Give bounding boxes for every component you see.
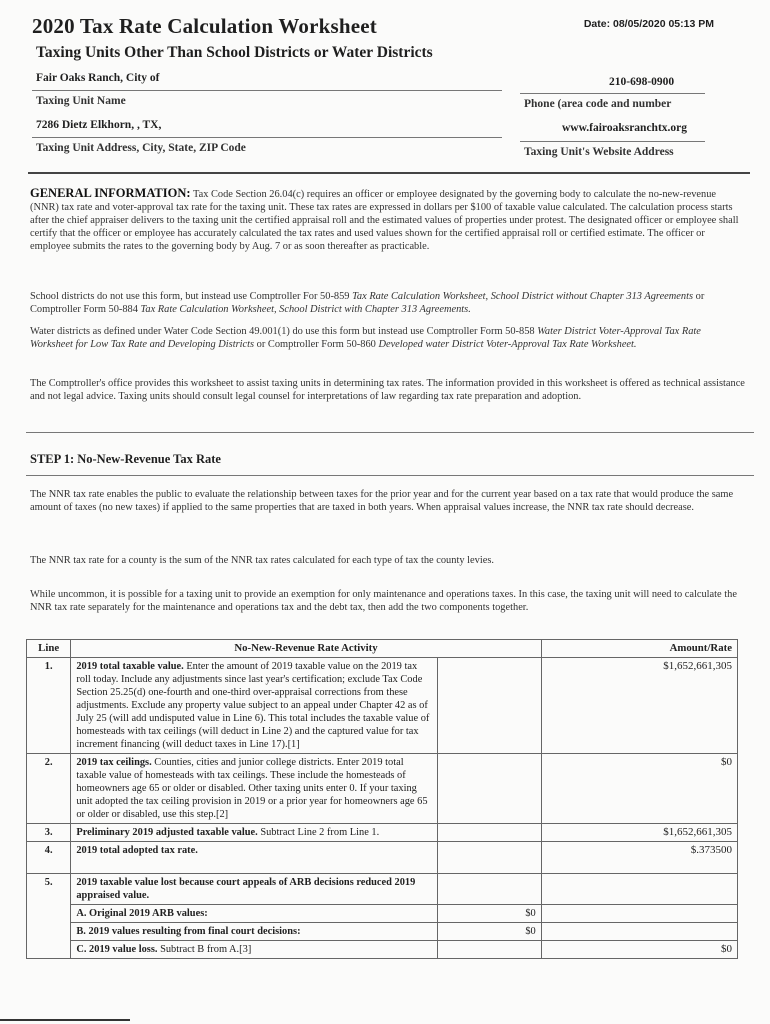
table-row: 1. 2019 total taxable value. Enter the amount of 2019 taxable value on the 2019 tax roll today. Include any adjustments since last year's certification; exclude Tax Code Section 25.25(d) one-fourth and one-third over-appraisal corrections from these adjustments. Exclude any property value subject to an appeal under Chapter 42 as of July 25 (will add undisputed value in Line 6). This total includes the taxable value of homesteads with tax ceilings (will deduct in Line 2) and the captured value for tax increment financing (will deduct taxes in Line 17).[1] $1,652,661,305 (27, 658, 738, 754)
line-5b-label: B. 2019 values resulting from final court decisions: (71, 923, 438, 941)
line-3-amount: $1,652,661,305 (541, 824, 737, 842)
line-5-amount (541, 874, 737, 905)
comptroller-paragraph: The Comptroller's office provides this worksheet to assist taxing units in determining tax rates. The information provided in this worksheet is offered as technical assistance and not legal advice. Taxing units should consult legal counsel for interpretations of law regarding tax rate preparation and adoption. (30, 378, 745, 402)
taxing-unit-name-label: Taxing Unit Name (36, 95, 126, 107)
line-4-amount: $.373500 (541, 842, 737, 874)
line-5a-amount: $0 (438, 905, 542, 923)
nnr-rate-activity-table (26, 639, 738, 959)
address-value: 7286 Dietz Elkhorn, , TX, (36, 119, 162, 131)
step-1-exemption-paragraph: While uncommon, it is possible for a taxing unit to provide an exemption for only maintenance and operations taxes. In this case, the taxing unit will need to calculate the NNR tax rate separately for the maintenance and operations tax and the debt tax, then add the two components together. (30, 589, 737, 613)
col-line-header: Line (27, 640, 71, 658)
line-5c-amount: $0 (541, 941, 737, 959)
step-1-county-paragraph: The NNR tax rate for a county is the sum of the NNR tax rates calculated for each type of tax the county levies. (30, 555, 494, 566)
taxing-unit-name-value: Fair Oaks Ranch, City of (36, 72, 160, 84)
line-1-amount: $1,652,661,305 (541, 658, 737, 754)
table-row: 4. 2019 total adopted tax rate. $.373500 (27, 842, 738, 874)
phone-label: Phone (area code and number (524, 98, 672, 110)
table-subrow-a (27, 905, 738, 923)
line-2-amount: $0 (541, 754, 737, 824)
col-amount-header: Amount/Rate (541, 640, 737, 658)
col-activity-header: No-New-Revenue Rate Activity (71, 640, 541, 658)
worksheet-title: 2020 Tax Rate Calculation Worksheet (32, 14, 377, 38)
general-information-heading: GENERAL INFORMATION: (30, 186, 191, 200)
school-districts-paragraph: School districts do not use this form, but instead use Comptroller For 50-859 Tax Rate Calculation Worksheet, School District without Chapter 313 Agreements or Comptroller Form 50-884 Tax Rate Calculation Worksheet, School District with Chapter 313 Agreements. (30, 291, 705, 315)
step-1-heading: STEP 1: No-New-Revenue Tax Rate (30, 452, 221, 466)
water-districts-paragraph: Water districts as defined under Water Code Section 49.001(1) do use this form but instead use Comptroller Form 50-858 Water District Voter-Approval Tax Rate Worksheet for Low Tax Rate and Developing Districts or Comptroller Form 50-860 Developed water District Voter-Approval Tax Rate Worksheet. (30, 326, 701, 350)
line-5b-amount: $0 (438, 923, 542, 941)
step-1-intro-paragraph: The NNR tax rate enables the public to evaluate the relationship between taxes for the prior year and for the current year based on a tax rate that would produce the same amount of taxes (no new taxes) if applied to the same properties that are taxed in both years. When appraisal values increase, the NNR tax rate should decrease. (30, 489, 734, 513)
table-subrow-c: C. 2019 value loss. Subtract B from A.[3] $0 (27, 941, 738, 959)
table-subrow-b (27, 923, 738, 941)
phone-value: 210-698-0900 (609, 76, 675, 88)
worksheet-subtitle: Taxing Units Other Than School Districts or Water Districts (36, 44, 433, 61)
website-value: www.fairoaksranchtx.org (562, 122, 688, 134)
table-row: 2. 2019 tax ceilings. Counties, cities and junior college districts. Enter 2019 total taxable value of homesteads with tax ceilings. These include the homesteads of homeowners age 65 or older or disabled. Other taxing units enter 0. If your taxing unit adopted the tax ceiling provision in 2019 or a prior year for homeowners age 65 or older or disabled, use this step.[2] $0 (27, 754, 738, 824)
print-date: Date: 08/05/2020 05:13 PM (583, 18, 714, 30)
address-label: Taxing Unit Address, City, State, ZIP Code (36, 142, 246, 154)
table-row: 5. 2019 taxable value lost because court appeals of ARB decisions reduced 2019 appraised value. (27, 874, 738, 905)
line-5a-label: A. Original 2019 ARB values: (71, 905, 438, 923)
general-information-paragraph: GENERAL INFORMATION: Tax Code Section 26.04(c) requires an officer or employee designated by the governing body to calculate the no-new-revenue (NNR) tax rate and voter-approval tax rate for the taxing unit. These tax rates are expressed in dollars per $100 of taxable value calculated. The calculation process starts after the chief appraiser delivers to the taxing unit the certified appraisal roll and the estimated values of properties under protest. The designated officer or employee shall certify that the officer or employee has accurately calculated the tax rates and used values shown for the certified appraisal roll or certified estimate. The officer or employee submits the rates to the governing body by Aug. 7 or as soon thereafter as practicable. (30, 186, 739, 252)
table-header-row (27, 640, 738, 658)
website-label: Taxing Unit's Website Address (524, 146, 674, 158)
table-row: 3. Preliminary 2019 adjusted taxable value. Subtract Line 2 from Line 1. $1,652,661,305 (27, 824, 738, 842)
